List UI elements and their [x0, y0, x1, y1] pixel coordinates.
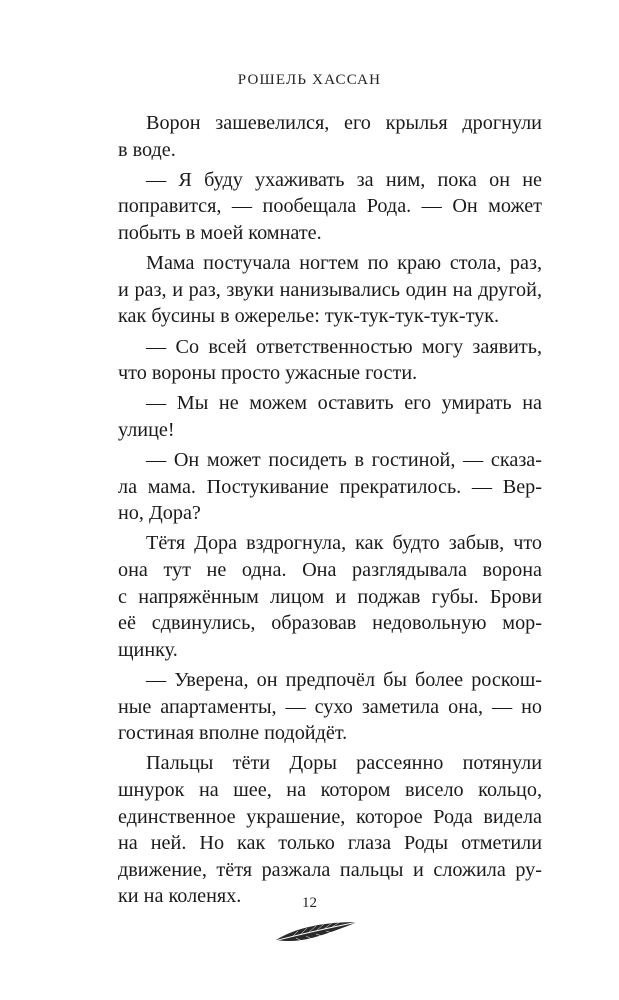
running-header: РОШЕЛЬ ХАССАН [237, 72, 382, 88]
text-line: ные апартаменты, — сухо заметила она, — но [118, 695, 542, 718]
page-number: 12 [302, 895, 317, 911]
paragraph-8 [118, 667, 542, 747]
text-line: единственное украшение, которое Рода видела [118, 805, 542, 828]
paragraph-1 [118, 110, 542, 163]
paragraph-2 [118, 167, 542, 247]
text-line: гостиная вполне подойдёт. [118, 722, 348, 745]
feather-icon [272, 918, 362, 946]
text-line: улице! [118, 418, 175, 441]
text-line: Тётя Дора вздрогнула, как будто забыв, что [146, 532, 542, 555]
text-line: ла мама. Постукивание прекратилось. — Вер- [118, 475, 542, 498]
paragraph-3 [118, 250, 542, 330]
text-line: щинку. [118, 638, 178, 661]
text-line: поправится, — пообещала Рода. — Он может [118, 195, 542, 218]
text-line: её сдвинулись, образовав недовольную мор- [118, 612, 542, 635]
paragraph-5 [118, 390, 542, 443]
text-line: как бусины в ожерелье: тук-тук-тук-тук-тук. [118, 305, 500, 328]
text-line: — Уверена, он предпочёл бы более роскош- [146, 669, 542, 692]
paragraph-7 [118, 530, 542, 663]
text-line: шнурок на шее, на котором висело кольцо, [118, 779, 542, 801]
body-text [118, 110, 542, 910]
text-line: — Со всей ответственностью могу заявить, [146, 335, 542, 358]
text-line: ки на коленях. [118, 885, 242, 908]
text-line: — Мы не можем оставить его умирать на [146, 392, 542, 415]
text-line: в воде. [118, 138, 176, 161]
text-line: она тут не одна. Она разглядывала ворона [118, 559, 542, 582]
text-line: Пальцы тёти Доры рассеянно потянули [146, 752, 542, 775]
text-line: движение, тётя разжала пальцы и сложила ру- [118, 858, 542, 881]
paragraph-9 [118, 750, 542, 910]
text-line: — Я буду ухаживать за ним, пока он не [146, 168, 542, 191]
paragraph-4 [118, 334, 542, 387]
text-line: и раз, и раз, звуки нанизывались один на другой, [118, 278, 542, 301]
paragraph-6 [118, 447, 542, 527]
text-line: но, Дора? [118, 502, 201, 525]
text-line: — Он может посидеть в гостиной, — сказа- [146, 449, 542, 472]
text-line: что вороны просто ужасные гости. [118, 362, 418, 385]
text-line: побыть в моей комнате. [118, 221, 322, 244]
text-line: на ней. Но как только глаза Роды отметили [118, 832, 542, 855]
text-line: с напряжённым лицом и поджав губы. Брови [118, 585, 542, 608]
text-line: Мама постучала ногтем по краю стола, раз, [146, 252, 542, 275]
text-line: Ворон зашевелился, его крылья дрогнули [146, 112, 542, 134]
